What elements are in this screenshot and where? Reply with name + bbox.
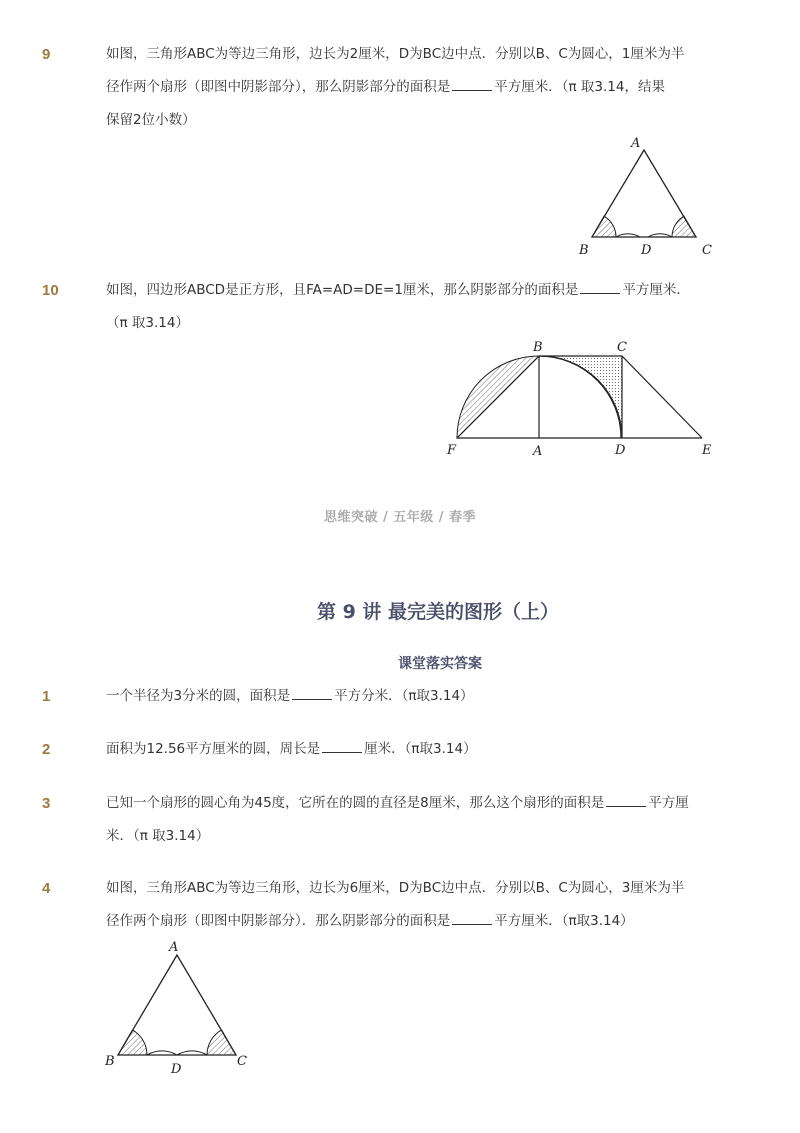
sector-c	[207, 1030, 236, 1055]
question-text	[106, 38, 716, 137]
answer-blank[interactable]	[580, 279, 620, 294]
label-b: B	[579, 243, 589, 258]
label-b: B	[533, 340, 543, 355]
question-text-part: 平方厘米．（π 取3.14，结果	[494, 79, 665, 95]
question-line: 如图，三角形ABC为等边三角形，边长为2厘米，D为BC边中点．分别以B、C为圆心，1厘米为半	[106, 46, 685, 62]
lecture-title: 第 9 讲 最完美的图形（上）	[316, 601, 560, 623]
label-a: A	[631, 136, 641, 151]
question-line	[106, 71, 716, 104]
question-number: 9	[42, 46, 51, 63]
question-text-part: 径作两个扇形（即图中阴影部分）．那么阴影部分的面积是	[106, 913, 451, 929]
question-text-part: 已知一个扇形的圆心角为45度，它所在的圆的直径是8厘米，那么这个扇形的面积是	[106, 795, 605, 811]
question-text	[106, 872, 716, 938]
question-text	[106, 274, 716, 340]
question-text-part: 平方厘米．	[622, 282, 690, 298]
label-f: F	[447, 443, 457, 458]
answer-blank[interactable]	[452, 910, 492, 925]
question-text-part: 一个半径为3分米的圆，面积是	[106, 688, 291, 704]
question-line	[106, 787, 716, 820]
question-number: 4	[42, 880, 51, 897]
label-d: D	[615, 443, 626, 458]
sector-b	[118, 1030, 147, 1055]
question-line: 保留2位小数）	[106, 112, 196, 128]
square-figure	[440, 336, 720, 461]
question-text	[106, 680, 716, 713]
label-d: D	[171, 1062, 182, 1077]
question-text	[106, 733, 716, 766]
question-text-part: 厘米．（π取3.14）	[364, 741, 477, 757]
label-a: A	[169, 940, 179, 955]
question-text-part: 平方厘米．（π取3.14）	[494, 913, 634, 929]
label-c: C	[617, 340, 627, 355]
label-c: C	[702, 243, 712, 258]
answer-blank[interactable]	[322, 738, 362, 753]
question-line	[106, 905, 716, 938]
question-number: 1	[42, 688, 51, 705]
question-text-part: 平方分米．（π取3.14）	[334, 688, 474, 704]
label-d: D	[641, 243, 652, 258]
page-footer: 思维突破 / 五年级 / 春季	[323, 510, 477, 525]
triangle-figure	[100, 935, 260, 1080]
question-number: 10	[42, 282, 59, 299]
label-b: B	[105, 1054, 115, 1069]
line-ce	[622, 356, 702, 438]
label-a: A	[533, 444, 543, 459]
question-line	[106, 274, 716, 307]
question-number: 2	[42, 741, 51, 758]
label-c: C	[237, 1054, 247, 1069]
question-number: 3	[42, 795, 51, 812]
triangle-figure	[572, 130, 722, 260]
question-text-part: 面积为12.56平方厘米的圆，周长是	[106, 741, 321, 757]
answer-blank[interactable]	[292, 685, 332, 700]
question-text-part: 径作两个扇形（即图中阴影部分），那么阴影部分的面积是	[106, 79, 451, 95]
label-e: E	[702, 443, 712, 458]
answer-blank[interactable]	[452, 76, 492, 91]
sector-b	[592, 216, 616, 237]
section-title: 课堂落实答案	[398, 656, 482, 672]
sector-c	[672, 216, 696, 237]
question-text-part: 平方厘	[648, 795, 689, 811]
question-line: （π 取3.14）	[106, 315, 189, 331]
question-line: 米．（π 取3.14）	[106, 828, 210, 844]
question-line: 如图，三角形ABC为等边三角形，边长为6厘米，D为BC边中点．分别以B、C为圆心，3厘米为半	[106, 880, 685, 896]
question-text	[106, 787, 716, 853]
question-text-part: 如图，四边形ABCD是正方形，且FA=AD=DE=1厘米，那么阴影部分的面积是	[106, 282, 579, 298]
answer-blank[interactable]	[606, 792, 646, 807]
